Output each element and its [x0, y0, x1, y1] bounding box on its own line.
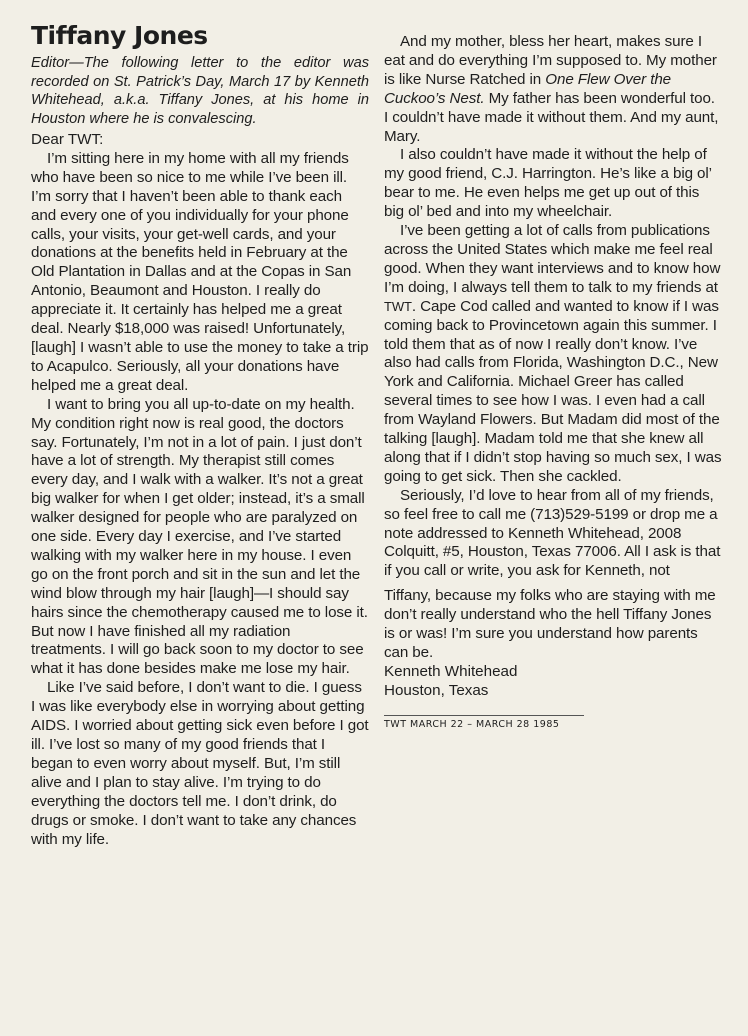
text-run: And my mother, bless her heart, makes sure I eat and do everything I’m supposed to. My mother is like Nurse Ratched in — [384, 33, 717, 88]
book-title: One Flew Over the Cuckoo’s Nest. — [384, 70, 672, 107]
letter-paragraph — [384, 33, 722, 146]
left-column — [31, 22, 369, 849]
page-footer: TWT MARCH 22 – MARCH 28 1985 — [384, 718, 560, 730]
publication-name: TWT — [384, 298, 412, 314]
letter-paragraph: I’m sitting here in my home with all my friends who have been so nice to me while I’ve been ill. I’m sorry that I haven’t been able to thank each and every one of you individually for your phone calls, your visits, your get-well cards, and your donations at the benefits held in February at the Old Plantation in Dallas and at the Copas in San Antonio, Beaumont and Houston. I really do appreciate it. It certainly has helped me a great deal. Nearly $18,000 was raised! Unfortunately, [laugh] I wasn’t able to use the money to take a trip to Acapulco. Seriously, all your donations have helped me a great deal. — [31, 149, 369, 394]
text-run: My father has been wonderful too. I couldn’t have made it without them. And my aunt, Mary. — [384, 89, 719, 145]
letter-paragraph: I want to bring you all up-to-date on my health. My condition right now is real good, the doctors say. Fortunately, I’m not in a lot of pain. I just don’t have a lot of strength. My therapist still comes every day, and I walk with a walker. It’s not a great big walker for when I get older; instead, it’s a small walker designed for people who are paralyzed on one side. Every day I exercise, and I’ve started walking with my walker here in my house. I even go on the front porch and sit in the sun and let the wind blow through my hair [laugh]—I should say hairs since the chemotherapy caused me to lose it. But now I have finished all my radiation treatments. I will go back soon to my doctor to see what it has done besides make me lose my hair. — [31, 395, 368, 678]
salutation: Dear TWT: — [31, 131, 104, 148]
letter-paragraph: Seriously, I’d love to hear from all of my friends, so feel free to call me (713)529-5199 or drop me a note addressed to Kenneth Whitehead, 2008 Colquitt, #5, Houston, Texas 77006. All I ask is that if you call or write, you ask for Kenneth, not — [384, 486, 721, 580]
letter-paragraph: Like I’ve said before, I don’t want to die. I guess I was like everybody else in worrying about getting AIDS. I worried about getting sick even before I got ill. I’ve lost so many of my good friends that I began to even worry about myself. But, I’m still alive and I plan to stay alive. I’m trying to do everything the doctors tell me. I don’t drink, do drugs or smoke. I don’t want to take any chances with my life. — [31, 679, 369, 848]
letter-paragraph: Tiffany, because my folks who are staying with me don’t really understand who the hell Tiffany Jones is or was! I’m sure you understand how parents can be. — [384, 587, 716, 661]
letter-paragraph: I also couldn’t have made it without the help of my good friend, C.J. Harrington. He’s like a big ol’ bear to me. He even helps me get up out of this big ol’ bed and into my wheelchair. — [384, 146, 712, 221]
letter-paragraph — [384, 222, 722, 487]
text-run: . Cape Cod called and wanted to know if I was coming back to Provincetown again this summer. I told them that as of now I really don’t know. I’ve also had calls from Florida, Washington D.C., New York and California. Michael Greer has called several times to see how I was. I even had a call from Wayland Flowers. But Madam did most of the talking [laugh]. Madam told me that she knew all along that if I didn’t stop having so much sex, I was going to get sick. Then she cackled. — [384, 297, 722, 485]
footer-rule — [384, 715, 584, 716]
headline: Tiffany Jones — [31, 21, 208, 50]
signature-name: Kenneth Whitehead — [384, 662, 518, 680]
signature-place: Houston, Texas — [384, 681, 489, 699]
text-run: I’ve been getting a lot of calls from publications across the United States which make me feel real good. When they want interviews and to know how I’m doing, I always tell them to talk to my friends at — [384, 222, 721, 296]
right-column — [384, 33, 722, 730]
editor-note: Editor—The following letter to the editor was recorded on St. Patrick’s Day, March 17 by Kenneth Whitehead, a.k.a. Tiffany Jones, at his home in Houston where he is convalescing. — [31, 55, 369, 127]
